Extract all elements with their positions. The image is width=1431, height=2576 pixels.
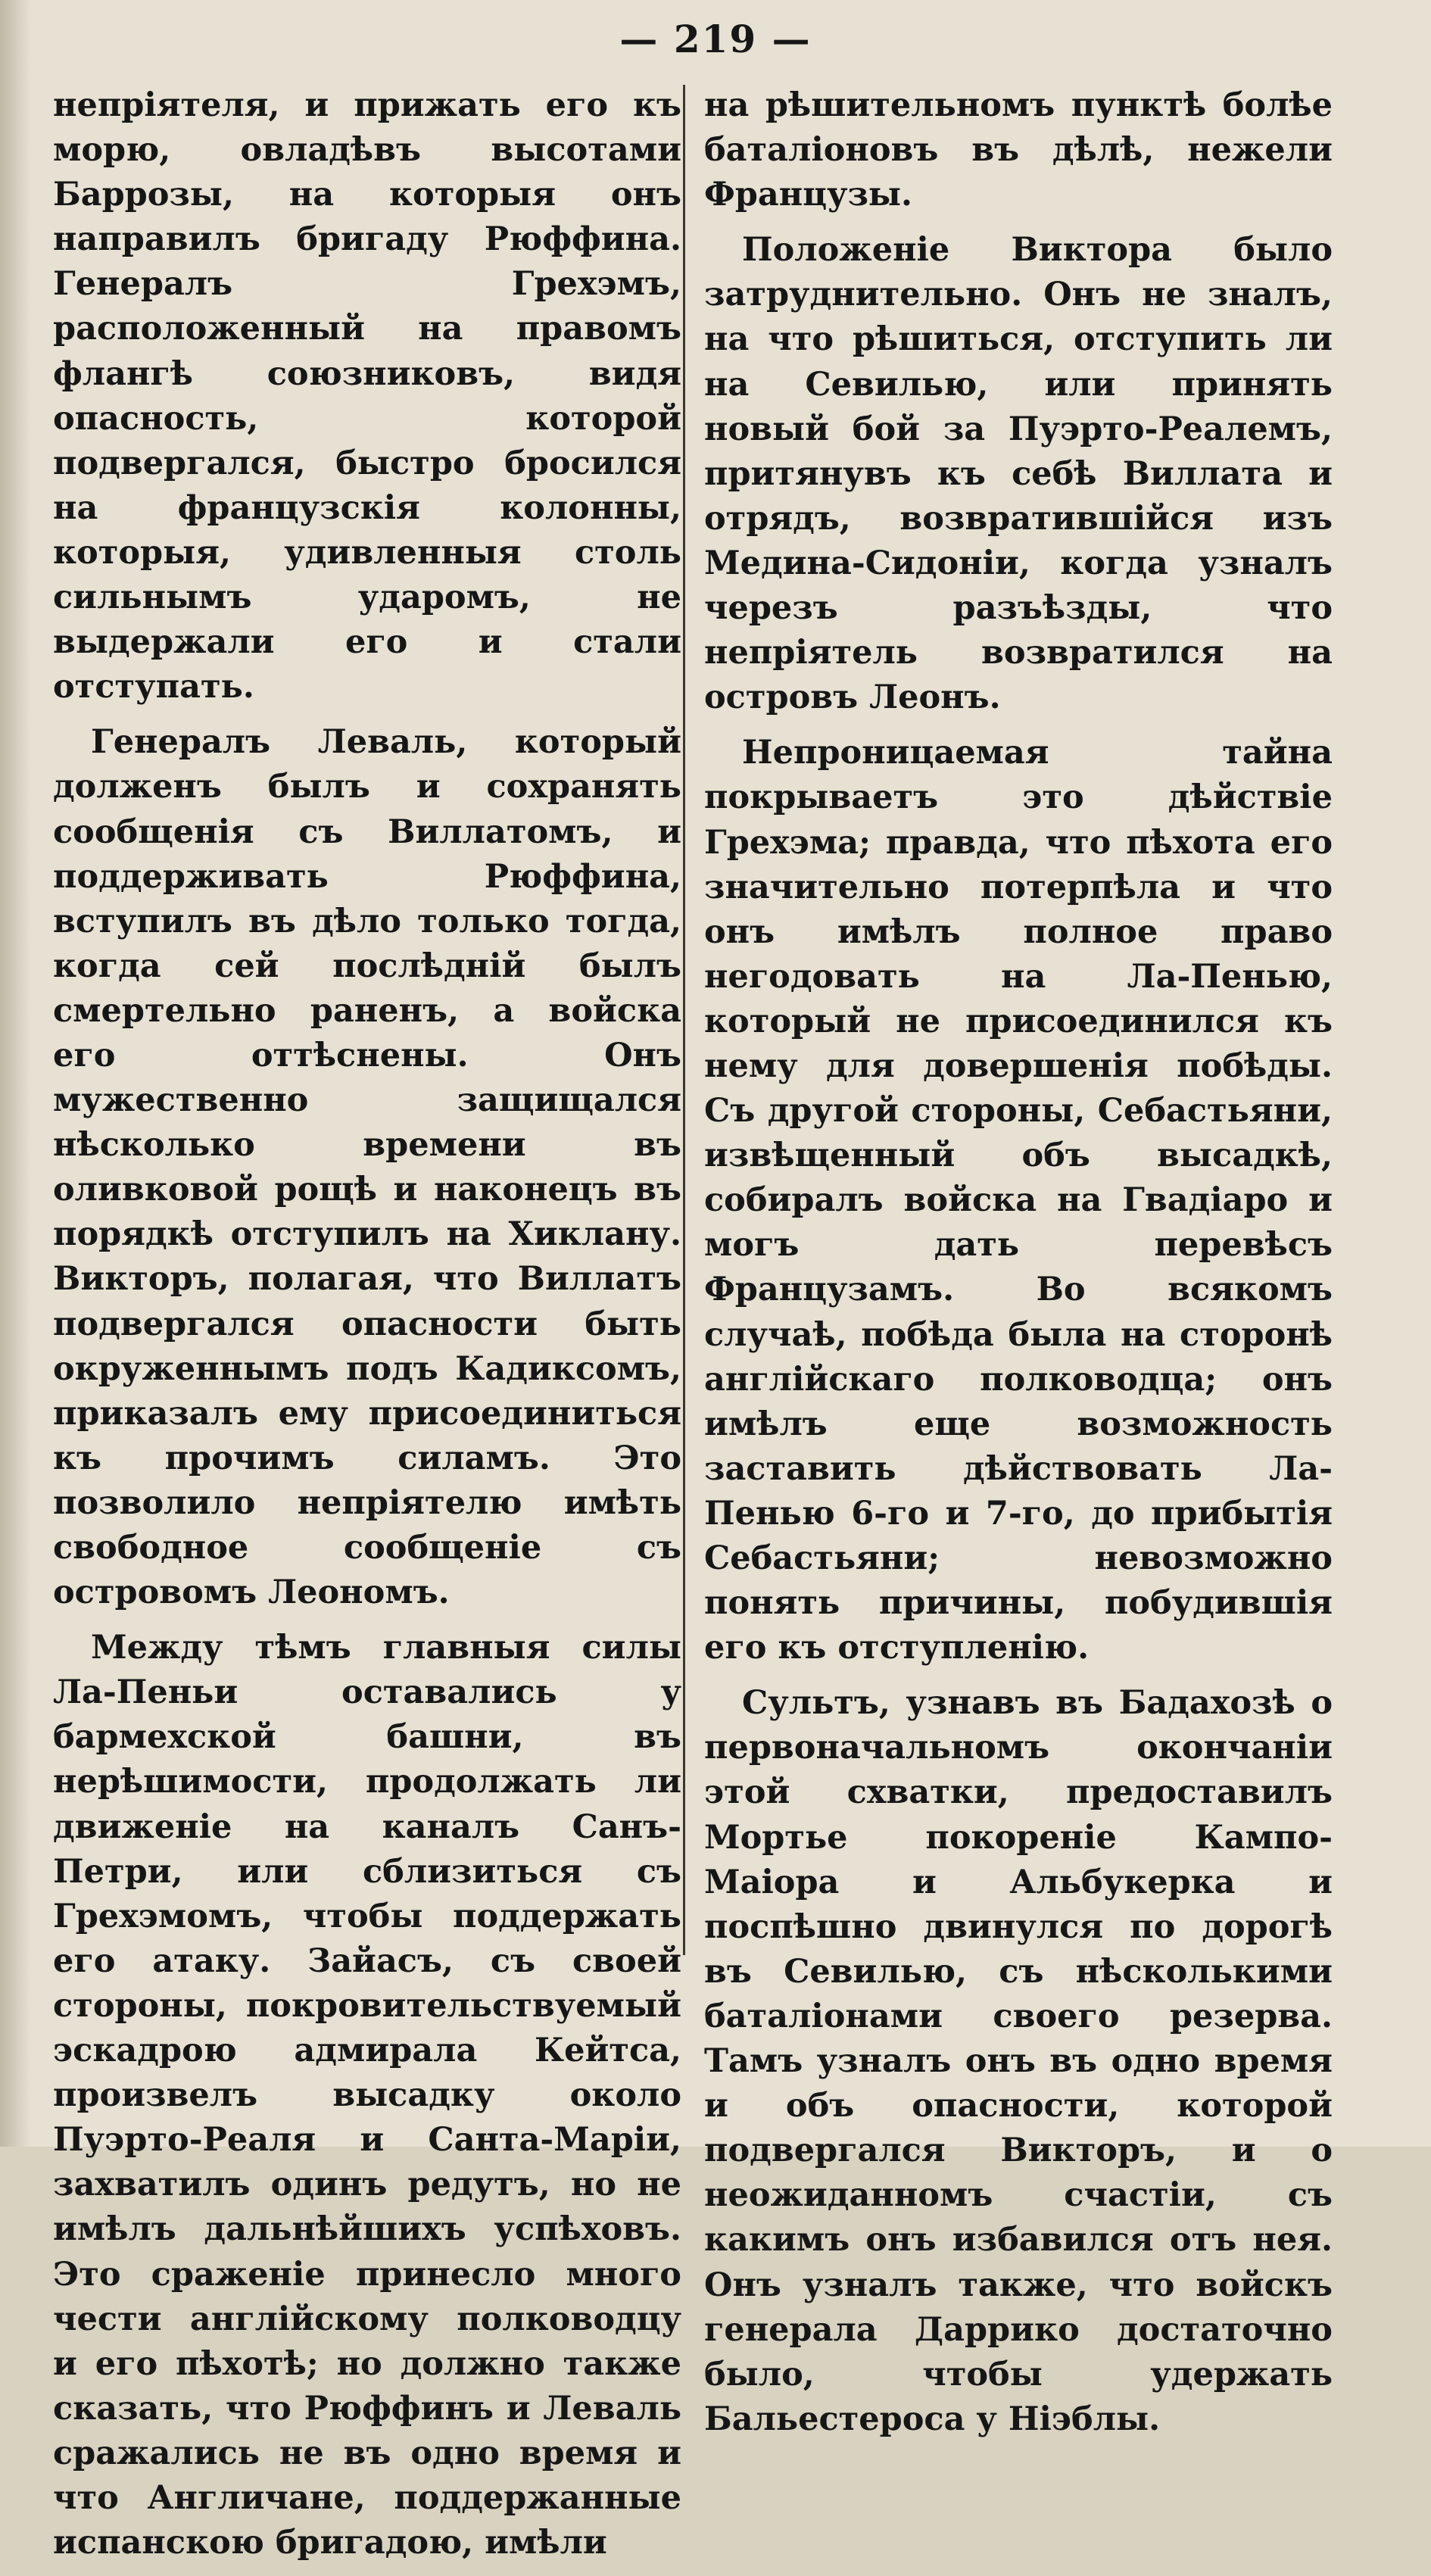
left-column: [53, 83, 681, 2576]
paragraph: Между тѣмъ главныя силы Ла-Пеньи оставались у бармехской башни, въ нерѣшимости, продолжать ли движеніе на каналъ Санъ-Петри, или сблизиться съ Грехэмомъ, чтобы поддержать его атаку. Зайасъ, съ своей стороны, покровительствуемый эскадрою адмирала Кейтса, произвелъ высадку около Пуэрто-Реаля и Санта-Маріи, захватилъ одинъ редутъ, но не имѣлъ дальнѣйшихъ успѣховъ. Это сраженіе принесло много чести англійскому полководцу и его пѣхотѣ; но должно также сказать, что Рюффинъ и Леваль сражались не въ одно время и что Англичане, поддержанные испанскою бригадою, имѣли: [53, 1629, 681, 2562]
right-column: [704, 83, 1333, 2453]
page-number: — 219 —: [619, 17, 812, 61]
paragraph: Положеніе Виктора было затруднительно. Онъ не зналъ, на что рѣшиться, отступить ли на Севилью, или принять новый бой за Пуэрто-Реалемъ, притянувъ къ себѣ Виллата и отрядъ, возвратившійся изъ Медина-Сидоніи, когда узналъ черезъ разъѣзды, что непріятель возвратился на островъ Леонъ.: [704, 231, 1333, 717]
paragraph: непріятеля, и прижать его къ морю, овладѣвъ высотами Баррозы, на которыя онъ направилъ бригаду Рюффина. Генералъ Грехэмъ, расположенный на правомъ флангѣ союзниковъ, видя опасность, которой подвергался, быстро бросился на французскія колонны, которыя, удивленныя столь сильнымъ ударомъ, не выдержали его и стали отступать.: [53, 86, 681, 706]
paragraph: Непроницаемая тайна покрываетъ это дѣйствіе Грехэма; правда, что пѣхота его значительно потерпѣла и что онъ имѣлъ полное право негодовать на Ла-Пенью, который не присоединился къ нему для довершенія побѣды. Съ другой стороны, Себастьяни, извѣщенный объ высадкѣ, собиралъ войска на Гвадіаро и могъ дать перевѣсъ Французамъ. Во всякомъ случаѣ, побѣда была на сторонѣ англійскаго полководца; онъ имѣлъ еще возможность заставить дѣйствовать Ла-Пенью 6-го и 7-го, до прибытія Себастьяни; невозможно понять причины, побудившія его къ отступленію.: [704, 734, 1333, 1667]
paragraph: Генералъ Леваль, который долженъ былъ и сохранять сообщенія съ Виллатомъ, и поддерживать Рюффина, вступилъ въ дѣло только тогда, когда сей послѣдній былъ смертельно раненъ, а войска его оттѣснены. Онъ мужественно защищался нѣсколько времени въ оливковой рощѣ и наконецъ въ порядкѣ отступилъ на Хиклану. Викторъ, полагая, что Виллатъ подвергался опасности быть окруженнымъ подъ Кадиксомъ, приказалъ ему присоединиться къ прочимъ силамъ. Это позволило непріятелю имѣть свободное сообщеніе съ островомъ Леономъ.: [53, 723, 681, 1612]
column-divider: [683, 85, 685, 1955]
paragraph: Сультъ, узнавъ въ Бадахозѣ о первоначальномъ окончаніи этой схватки, предоставилъ Мортье покореніе Кампо-Маіора и Альбукерка и поспѣшно двинулся по дорогѣ въ Севилью, съ нѣсколькими баталіонами своего резерва. Тамъ узналъ онъ въ одно время и объ опасности, которой подвергался Викторъ, и о неожиданномъ счастіи, съ какимъ онъ избавился отъ нея. Онъ узналъ также, что войскъ генерала Даррико достаточно было, чтобы удержать Бальестероса у Ніэблы.: [704, 1684, 1333, 2438]
page-edge-shadow: [0, 0, 30, 2147]
paragraph: на рѣшительномъ пунктѣ болѣе баталіоновъ въ дѣлѣ, нежели Французы.: [704, 86, 1333, 214]
